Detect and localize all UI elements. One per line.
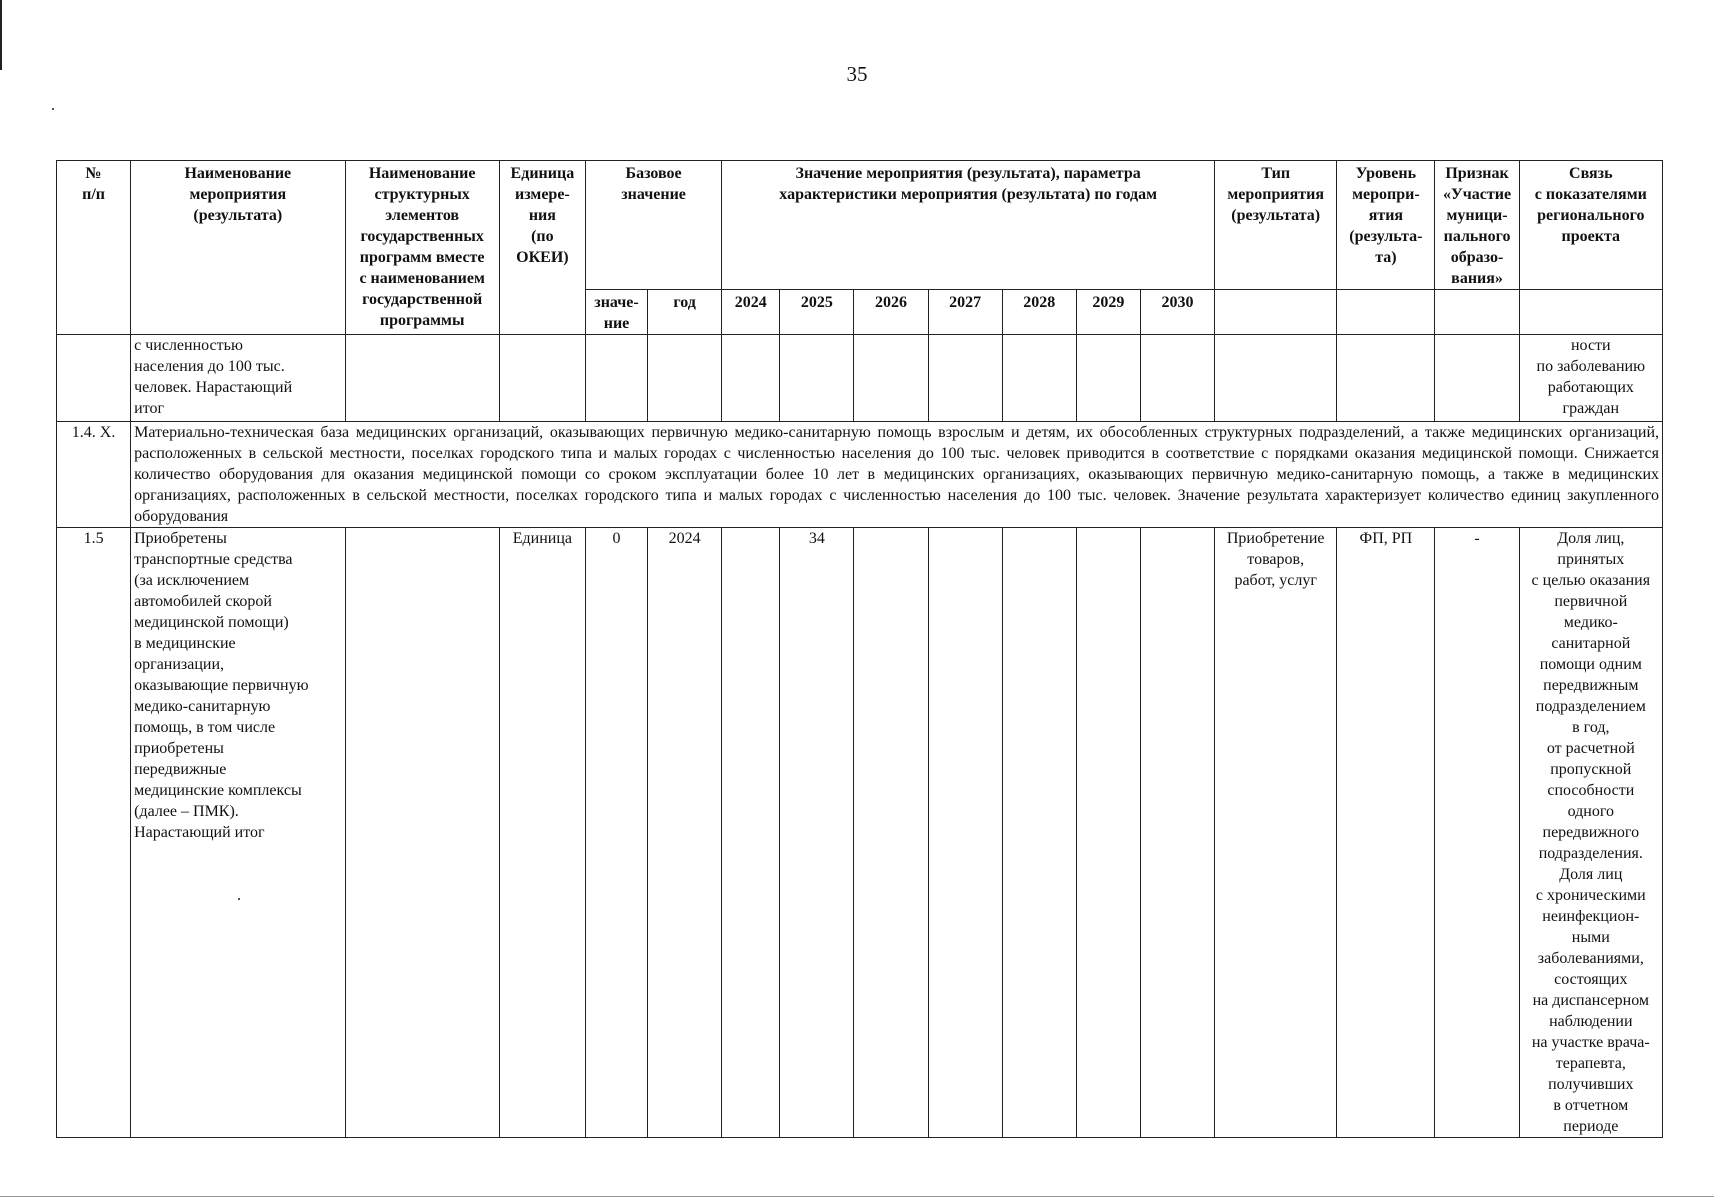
header-level: Уровень меропри- ятия (результа- та): [1337, 161, 1435, 290]
empty-cell: [1435, 290, 1519, 335]
item-municipal: -: [1435, 528, 1519, 1138]
table-row: [57, 335, 1663, 422]
empty-cell: [1076, 528, 1140, 1138]
empty-cell: [1519, 290, 1662, 335]
header-link: Связь с показателями регионального проекта: [1519, 161, 1662, 290]
table-row: [57, 422, 1663, 528]
year-2029: 2029: [1076, 290, 1140, 335]
empty-cell: [1076, 335, 1140, 422]
empty-cell: [585, 335, 647, 422]
year-2027: 2027: [928, 290, 1002, 335]
item-link: Доля лиц, принятых с целью оказания первичной медико- санитарной помощи одним передвижным подразделением в год, от расчетной пропускной способности одного передвижного подразделения. Доля лиц с хроническими неинфекцион- ными заболеваниями, состоящих на диспансерном наблюдении на участке врача- терапевта, получивших в отчетном периоде: [1519, 528, 1662, 1138]
empty-cell: [1215, 335, 1337, 422]
item-base-year: 2024: [648, 528, 722, 1138]
empty-cell: [1140, 528, 1214, 1138]
item-level: ФП, РП: [1337, 528, 1435, 1138]
empty-cell: [780, 335, 854, 422]
header-structural-elements: Наименование структурных элементов государственных программ вместе с наименованием государственной программы: [345, 161, 499, 335]
empty-cell: [57, 335, 131, 422]
scan-edge-mark: [0, 0, 2, 70]
section-number: 1.4. Х.: [57, 422, 131, 528]
empty-cell: [1337, 290, 1435, 335]
scan-bottom-edge: [0, 1196, 1714, 1197]
item-number: 1.5: [57, 528, 131, 1138]
subheader-base-year: год: [648, 290, 722, 335]
year-2025: 2025: [780, 290, 854, 335]
year-2030: 2030: [1140, 290, 1214, 335]
continuation-name: с численностью населения до 100 тыс. человек. Нарастающий итог: [131, 335, 345, 422]
table-row: [57, 528, 1663, 1138]
empty-cell: [1140, 335, 1214, 422]
empty-cell: [1337, 335, 1435, 422]
year-2026: 2026: [854, 290, 928, 335]
subheader-base-value: значе- ние: [585, 290, 647, 335]
scan-dot: [52, 108, 54, 110]
empty-cell: [499, 335, 585, 422]
empty-cell: [1435, 335, 1519, 422]
empty-cell: [854, 335, 928, 422]
header-name: Наименование мероприятия (результата): [131, 161, 345, 335]
empty-cell: [928, 528, 1002, 1138]
empty-cell: [1002, 335, 1076, 422]
item-type: Приобретение товаров, работ, услуг: [1215, 528, 1337, 1138]
header-unit: Единица измере- ния (по ОКЕИ): [499, 161, 585, 335]
results-table: [56, 160, 1663, 1138]
item-unit: Единица: [499, 528, 585, 1138]
header-municipal: Признак «Участие муници- пального образо- вания»: [1435, 161, 1519, 290]
empty-cell: [928, 335, 1002, 422]
empty-cell: [1215, 290, 1337, 335]
empty-cell: [854, 528, 928, 1138]
empty-cell: [345, 335, 499, 422]
item-value-2025: 34: [780, 528, 854, 1138]
empty-cell: [345, 528, 499, 1138]
empty-cell: [722, 528, 780, 1138]
page-number: 35: [846, 62, 868, 86]
empty-cell: [722, 335, 780, 422]
header-num: № п/п: [57, 161, 131, 335]
empty-cell: [1002, 528, 1076, 1138]
continuation-link: ности по заболеванию работающих граждан: [1519, 335, 1662, 422]
year-2028: 2028: [1002, 290, 1076, 335]
header-values-by-year: Значение мероприятия (результата), параметра характеристики мероприятия (результата) по годам: [722, 161, 1215, 290]
item-name: Приобретены транспортные средства (за исключением автомобилей скорой медицинской помощи) в медицинские организации, оказывающие первичную медико-санитарную помощь, в том числе приобретены передвижные медицинские комплексы (далее – ПМК). Нарастающий итог: [131, 528, 345, 1138]
header-type: Тип мероприятия (результата): [1215, 161, 1337, 290]
empty-cell: [648, 335, 722, 422]
section-description: Материально-техническая база медицинских организаций, оказывающих первичную медико-санитарную помощь взрослым и детям, их обособленных структурных подразделений, а также медицинских организаций, расположенных в сельской местности, поселках городского типа и малых городах с численностью населения до 100 тыс. человек приводится в соответствие с порядками оказания медицинской помощи. Снижается количество оборудования для оказания медицинской помощи со сроком эксплуатации более 10 лет в медицинских организациях, оказывающих первичную медико-санитарную помощь, а также в медицинских организациях, расположенных в сельской местности, поселках городского типа и малых городах с численностью населения до 100 тыс. человек. Значение результата характеризует количество единиц закупленного оборудования: [131, 422, 1663, 528]
year-2024: 2024: [722, 290, 780, 335]
item-base-value: 0: [585, 528, 647, 1138]
header-base-value: Базовое значение: [585, 161, 721, 290]
